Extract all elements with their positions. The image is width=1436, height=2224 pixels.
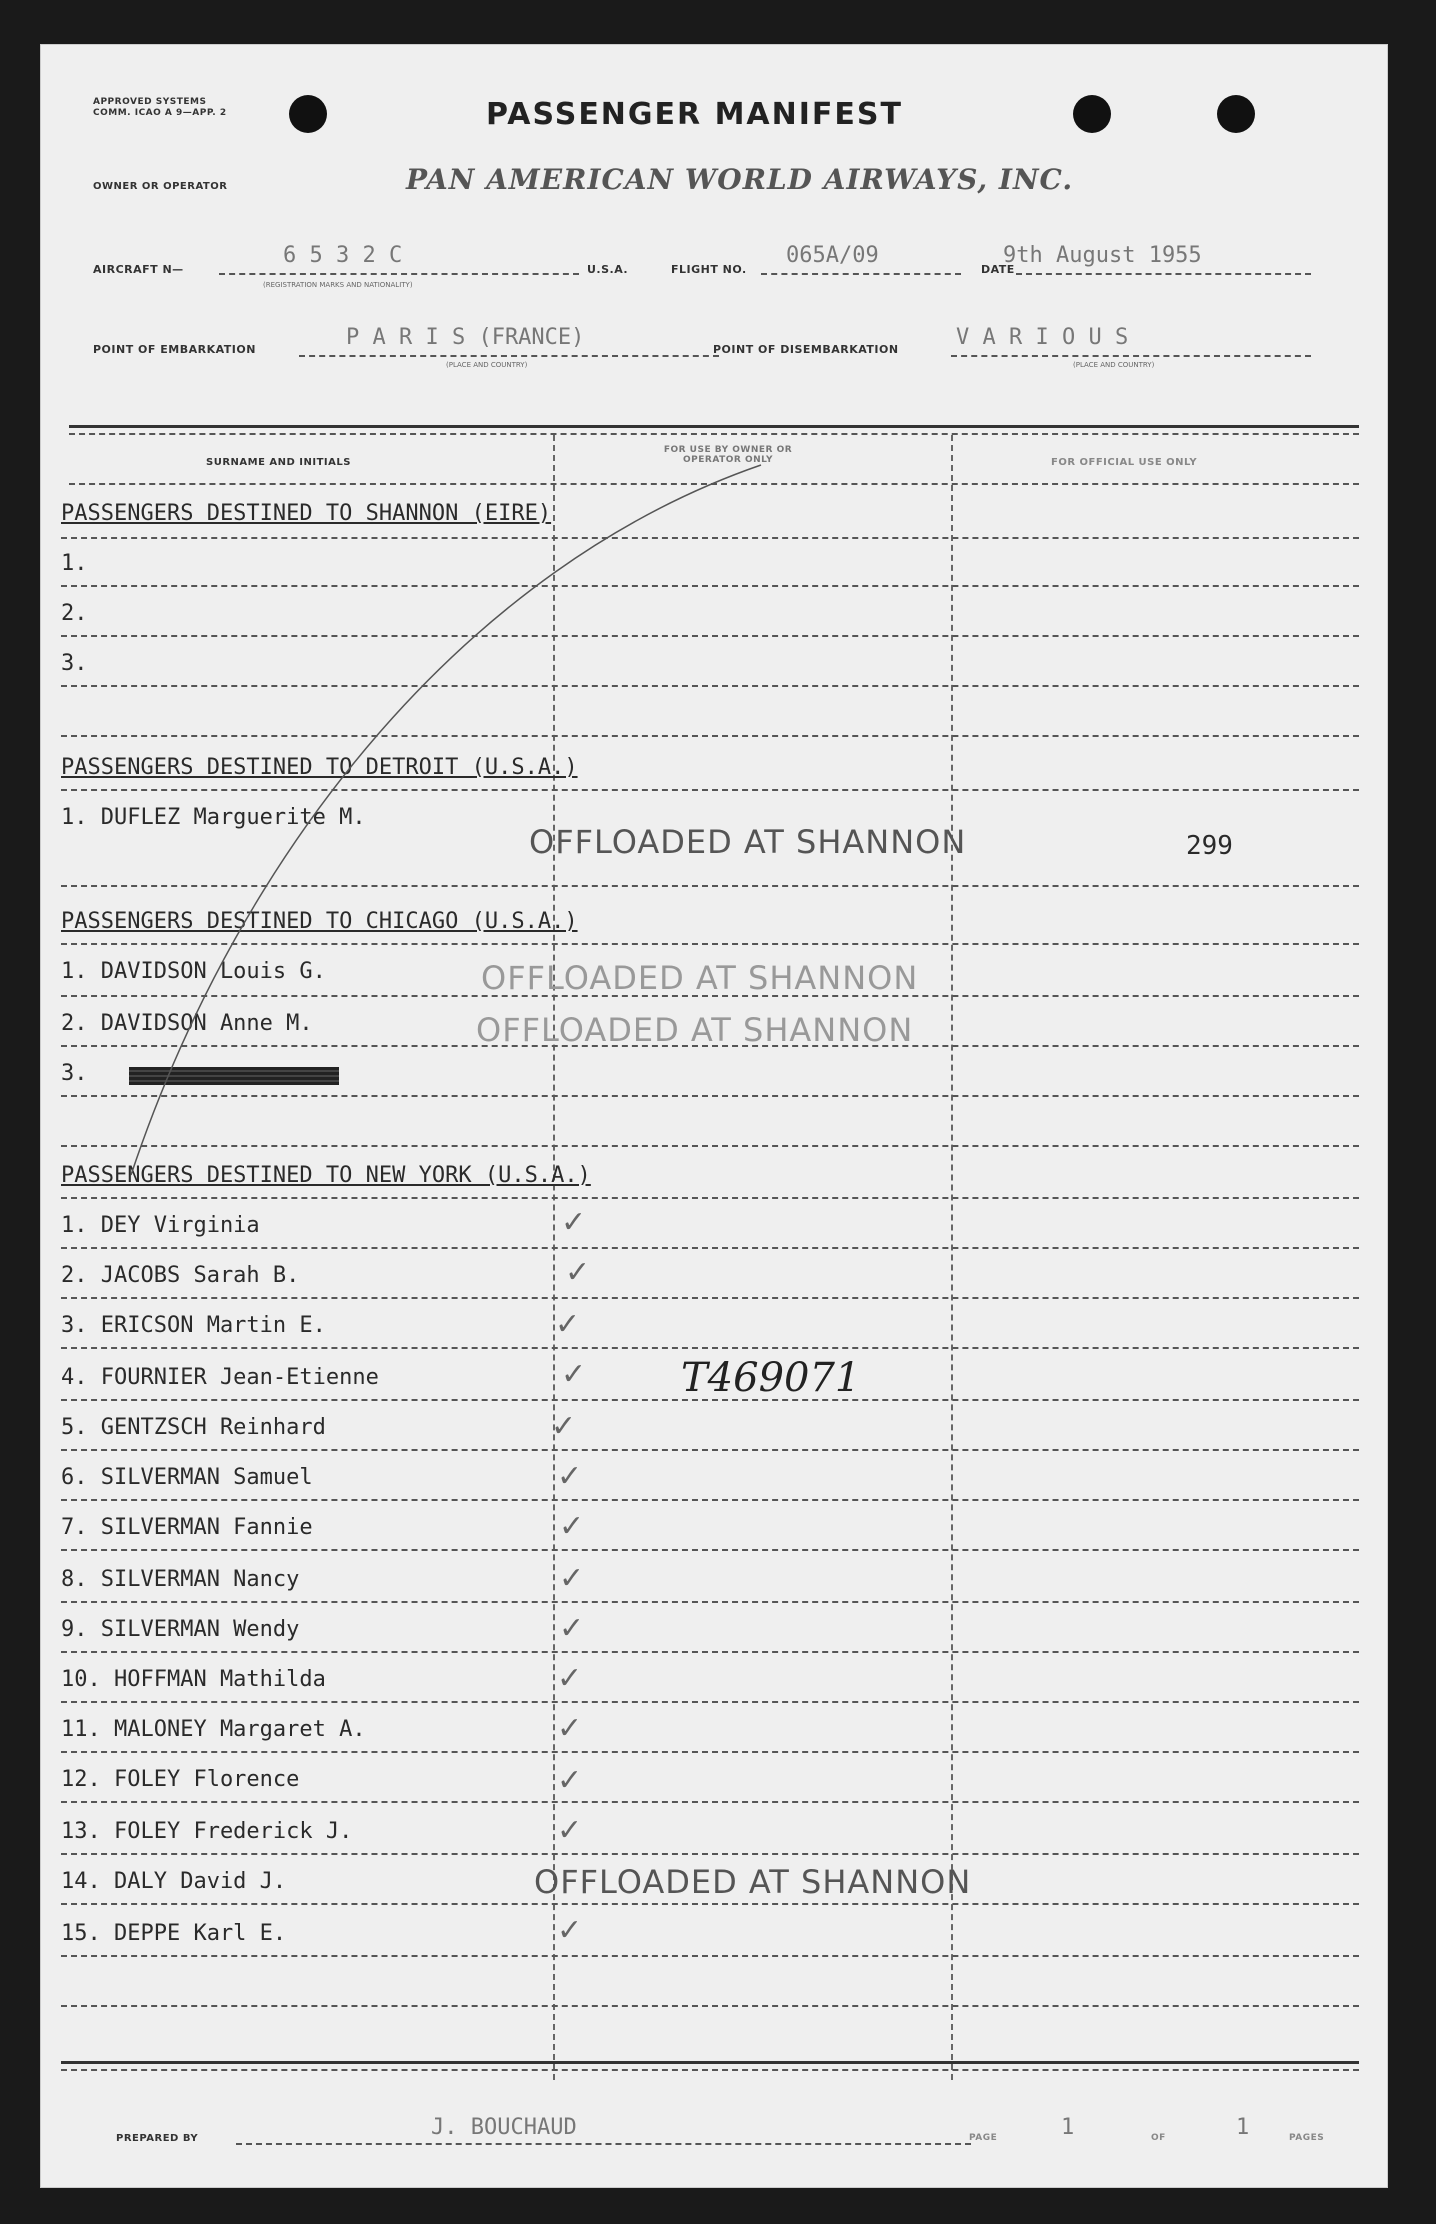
check-mark: ✓ [557, 1459, 583, 1494]
aircraft-label: AIRCRAFT N— [93, 263, 184, 276]
table-row: 4. FOURNIER Jean-Etienne [61, 1365, 379, 1390]
offloaded-stamp: OFFLOADED AT SHANNON [529, 823, 967, 861]
approval-stamp: APPROVED SYSTEMS COMM. ICAO A 9—APP. 2 [93, 97, 227, 118]
table-row: 11. MALONEY Margaret A. [61, 1717, 366, 1742]
flight-date: 9th August 1955 [1003, 243, 1202, 268]
check-mark: ✓ [551, 1409, 577, 1444]
table-row: 9. SILVERMAN Wendy [61, 1617, 300, 1642]
check-mark: ✓ [557, 1661, 583, 1696]
offloaded-stamp: OFFLOADED AT SHANNON [481, 959, 919, 997]
check-mark: ✓ [559, 1509, 585, 1544]
column-header-surname: SURNAME AND INITIALS [206, 457, 351, 468]
page-total: 1 [1236, 2115, 1250, 2140]
table-row: 2. [61, 601, 88, 626]
check-mark: ✓ [559, 1561, 585, 1596]
section-heading-detroit: PASSENGERS DESTINED TO DETROIT (U.S.A.) [61, 755, 578, 780]
embark-caption: (PLACE AND COUNTRY) [446, 361, 528, 369]
check-mark: ✓ [557, 1711, 583, 1746]
usa-label: U.S.A. [587, 263, 629, 276]
page-title: PASSENGER MANIFEST [486, 97, 903, 132]
flight-number: 065A/09 [786, 243, 879, 268]
section-heading-shannon: PASSENGERS DESTINED TO SHANNON (EIRE) [61, 501, 552, 526]
table-row: 3. [61, 651, 88, 676]
prepared-by-name: J. BOUCHAUD [431, 2115, 577, 2140]
offloaded-stamp: OFFLOADED AT SHANNON [534, 1863, 972, 1901]
owner-label: OWNER OR OPERATOR [93, 181, 228, 192]
page-number: 1 [1061, 2115, 1075, 2140]
table-row: 5. GENTZSCH Reinhard [61, 1415, 326, 1440]
disembark-caption: (PLACE AND COUNTRY) [1073, 361, 1155, 369]
disembark-place: V A R I O U S [956, 325, 1129, 350]
column-header-official: FOR OFFICIAL USE ONLY [1051, 457, 1198, 468]
table-row: 10. HOFFMAN Mathilda [61, 1667, 326, 1692]
table-row: 3. ERICSON Martin E. [61, 1313, 326, 1338]
check-mark: ✓ [561, 1205, 587, 1240]
check-mark: ✓ [565, 1255, 591, 1290]
check-mark: ✓ [555, 1307, 581, 1342]
table-row: 8. SILVERMAN Nancy [61, 1567, 300, 1592]
table-row: 2. DAVIDSON Anne M. [61, 1011, 313, 1036]
flight-label: FLIGHT NO. [671, 263, 747, 276]
section-heading-chicago: PASSENGERS DESTINED TO CHICAGO (U.S.A.) [61, 909, 578, 934]
table-row: 13. FOLEY Frederick J. [61, 1819, 353, 1844]
registration-caption: (REGISTRATION MARKS AND NATIONALITY) [263, 281, 413, 289]
aircraft-number: 6 5 3 2 C [283, 243, 403, 268]
table-row: 1. DEY Virginia [61, 1213, 260, 1238]
column-header-owner: FOR USE BY OWNER OR OPERATOR ONLY [663, 445, 793, 465]
table-row: 6. SILVERMAN Samuel [61, 1465, 313, 1490]
section-heading-new-york: PASSENGERS DESTINED TO NEW YORK (U.S.A.) [61, 1163, 591, 1188]
prepared-by-underline [236, 2143, 971, 2145]
table-row: 2. JACOBS Sarah B. [61, 1263, 300, 1288]
table-row: 15. DEPPE Karl E. [61, 1921, 287, 1946]
embark-label: POINT OF EMBARKATION [93, 343, 256, 356]
table-row: 1. DAVIDSON Louis G. [61, 959, 326, 984]
check-mark: ✓ [559, 1611, 585, 1646]
table-row: 1. [61, 551, 88, 576]
check-mark: ✓ [557, 1763, 583, 1798]
of-label: OF [1151, 2133, 1166, 2143]
table-row: 7. SILVERMAN Fannie [61, 1515, 313, 1540]
check-mark: ✓ [557, 1913, 583, 1948]
handwritten-note: T469071 [681, 1355, 861, 1401]
disembark-label: POINT OF DISEMBARKATION [713, 343, 899, 356]
pages-label: PAGES [1289, 2133, 1325, 2143]
check-mark: ✓ [557, 1813, 583, 1848]
page-label: PAGE [969, 2133, 998, 2143]
diagonal-pencil-line [41, 45, 1387, 2187]
date-label: DATE [981, 263, 1015, 276]
table-row: 3. [61, 1061, 88, 1086]
embark-place: P A R I S (FRANCE) [346, 325, 585, 350]
official-use-number: 299 [1186, 831, 1233, 861]
prepared-by-label: PREPARED BY [116, 2133, 199, 2144]
owner-name: PAN AMERICAN WORLD AIRWAYS, INC. [406, 163, 1074, 196]
check-mark: ✓ [561, 1357, 587, 1392]
table-row: 1. DUFLEZ Marguerite M. [61, 805, 366, 830]
table-row: 12. FOLEY Florence [61, 1767, 300, 1792]
manifest-page [40, 44, 1388, 2188]
table-row: 14. DALY David J. [61, 1869, 287, 1894]
offloaded-stamp: OFFLOADED AT SHANNON [476, 1011, 914, 1049]
